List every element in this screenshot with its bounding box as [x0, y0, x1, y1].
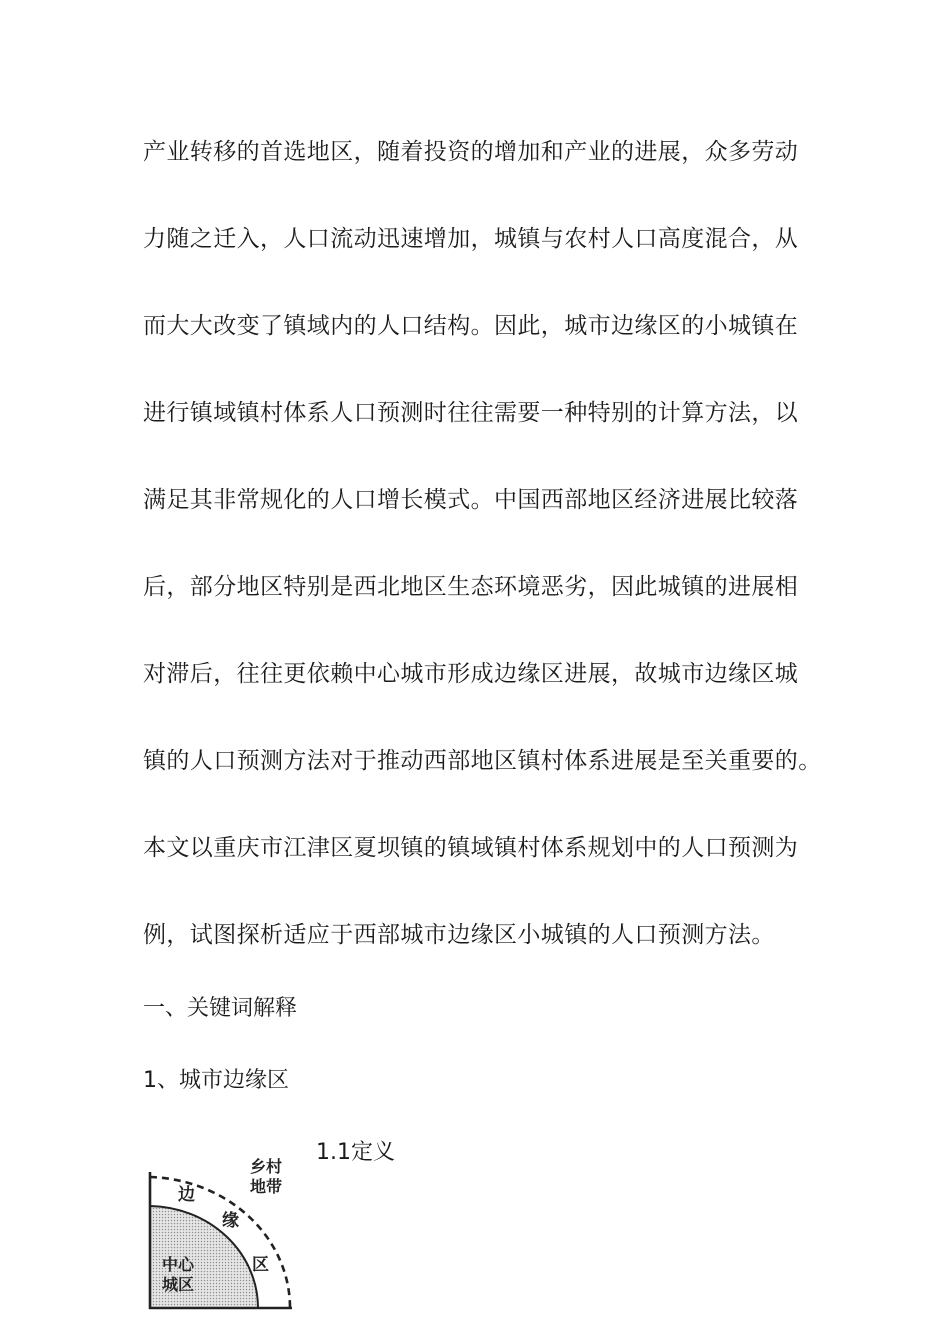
paragraph-line: 镇的人口预测方法对于推动西部地区镇村体系进展是至关重要的。 [143, 748, 822, 774]
paragraph-line: 本文以重庆市江津区夏坝镇的镇域镇村体系规划中的人口预测为 [143, 835, 799, 861]
paragraph-line: 后，部分地区特别是西北地区生态环境恶劣，因此城镇的进展相 [143, 574, 799, 600]
edge-label-char3: 区 [252, 1255, 269, 1275]
paragraph-line: 进行镇域镇村体系人口预测时往往需要一种特别的计算方法，以 [143, 400, 799, 426]
definition-label: 1.1定义 [316, 1140, 395, 1165]
paragraph-line: 产业转移的首选地区，随着投资的增加和产业的进展，众多劳动 [143, 139, 799, 165]
paragraph-line: 对滞后，往往更依赖中心城市形成边缘区进展，故城市边缘区城 [143, 661, 799, 687]
urban-fringe-diagram [140, 1150, 305, 1320]
edge-label-char2: 缘 [222, 1211, 239, 1231]
edge-label-char1: 边 [178, 1185, 195, 1205]
rural-label-line2: 地带 [250, 1177, 283, 1196]
center-label-line2: 城区 [162, 1275, 195, 1294]
center-label-line1: 中心 [162, 1255, 195, 1274]
section-heading: 一、关键词解释 [143, 996, 298, 1021]
paragraph-line: 满足其非常规化的人口增长模式。中国西部地区经济进展比较落 [143, 487, 799, 513]
paragraph-line: 而大大改变了镇域内的人口结构。因此，城市边缘区的小城镇在 [143, 313, 799, 339]
paragraph-line: 例，试图探析适应于西部城市边缘区小城镇的人口预测方法。 [143, 922, 775, 948]
paragraph-line: 力随之迁入，人口流动迅速增加，城镇与农村人口高度混合，从 [143, 226, 799, 252]
subsection-heading: 1、城市边缘区 [143, 1068, 289, 1093]
rural-label-line1: 乡村 [250, 1157, 283, 1176]
